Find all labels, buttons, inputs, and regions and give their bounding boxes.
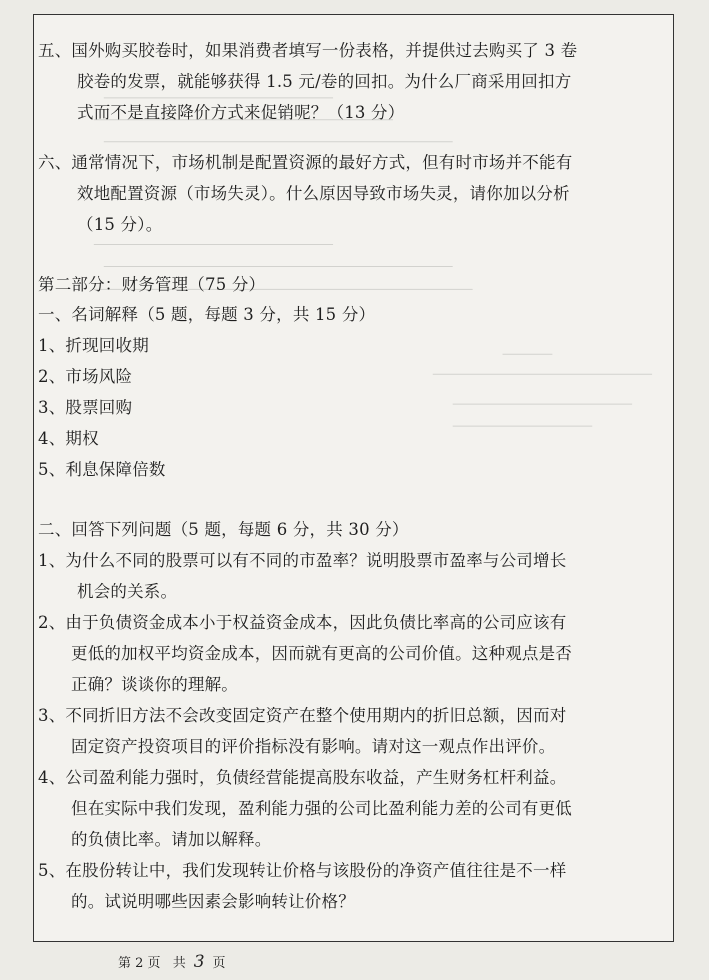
exam-page-frame (33, 14, 674, 942)
exam-content (34, 15, 673, 941)
question-4-line1: 4、公司盈利能力强时，负债经营能提高股东收益，产生财务杠杆利益。 (38, 768, 567, 787)
part2-title: 第二部分：财务管理（75 分） (38, 275, 266, 294)
question-3-line2: 固定资产投资项目的评价指标没有影响。请对这一观点作出评价。 (71, 737, 556, 756)
term-item: 4、期权 (38, 429, 99, 448)
page-number: 第 2 页 (118, 956, 161, 971)
question-2-line2: 更低的加权平均资金成本，因而就有更高的公司价值。这种观点是否 (71, 644, 572, 663)
question-2-line1: 2、由于负债资金成本小于权益资金成本，因此负债比率高的公司应该有 (38, 613, 567, 632)
question-5-line2: 的。试说明哪些因素会影响转让价格？ (71, 892, 355, 911)
page-total-suffix: 页 (212, 956, 226, 971)
part1-q6-line1: 六、通常情况下，市场机制是配置资源的最好方式，但有时市场并不能有 (38, 153, 573, 172)
part1-q5-line3: 式而不是直接降价方式来促销呢？（13 分） (77, 103, 405, 122)
term-item: 5、利息保障倍数 (38, 460, 166, 479)
part1-q5-line1: 五、国外购买胶卷时，如果消费者填写一份表格，并提供过去购买了 3 卷 (38, 41, 578, 60)
question-4-line3: 的负债比率。请加以解释。 (71, 830, 272, 849)
page-total-number: 3 (193, 952, 205, 972)
question-5-line1: 5、在股份转让中，我们发现转让价格与该股份的净资产值往往是不一样 (38, 861, 567, 880)
part1-q5-line2: 胶卷的发票，就能够获得 1.5 元/卷的回扣。为什么厂商采用回扣方 (77, 72, 572, 91)
section2-title: 二、回答下列问题（5 题，每题 6 分，共 30 分） (38, 520, 409, 539)
question-2-line3: 正确？谈谈你的理解。 (71, 675, 238, 694)
term-item: 3、股票回购 (38, 398, 133, 417)
question-1-line1: 1、为什么不同的股票可以有不同的市盈率？说明股票市盈率与公司增长 (38, 551, 567, 570)
term-item: 2、市场风险 (38, 367, 133, 386)
part1-q6-line2: 效地配置资源（市场失灵）。什么原因导致市场失灵，请你加以分析 (77, 184, 570, 203)
term-item: 1、折现回收期 (38, 336, 149, 355)
question-3-line1: 3、不同折旧方法不会改变固定资产在整个使用期内的折旧总额，因而对 (38, 706, 567, 725)
page-footer (118, 952, 234, 972)
question-4-line2: 但在实际中我们发现，盈利能力强的公司比盈利能力差的公司有更低 (71, 799, 572, 818)
question-1-line2: 机会的关系。 (77, 582, 178, 601)
page-total-prefix: 共 (172, 956, 186, 971)
part1-q6-line3: （15 分）。 (77, 215, 163, 234)
section1-title: 一、名词解释（5 题，每题 3 分，共 15 分） (38, 305, 376, 324)
